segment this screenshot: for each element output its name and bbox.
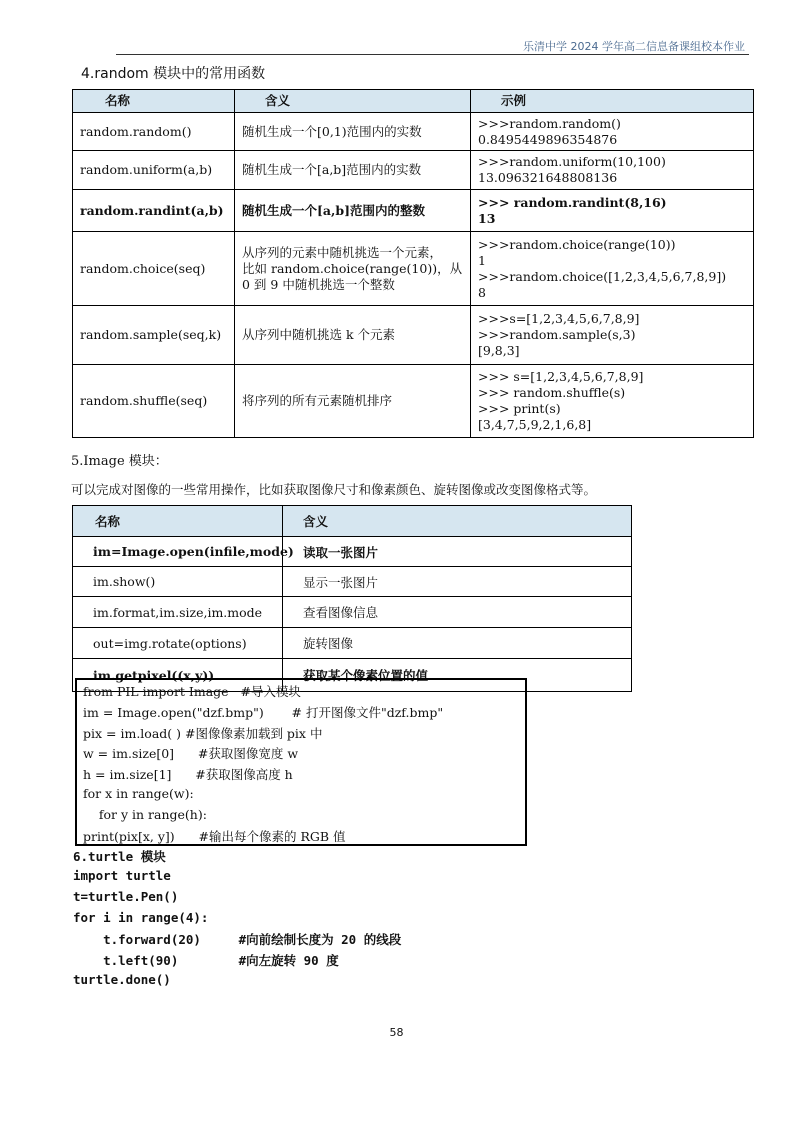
meaning-line: 从序列的元素中随机挑选一个元素， [242,244,443,260]
function-example [471,365,754,438]
example-line: >>>random.sample(s,3) [478,327,636,342]
table-row [73,628,632,659]
code-line: t.left(90) #向左旋转 90 度 [73,953,339,968]
function-meaning: 随机生成一个[a,b]范围内的整数 [235,190,471,232]
meaning-line: 比如 random.choice(range(10))，从 [242,260,463,276]
function-name: out=img.rotate(options) [73,628,283,659]
example-line: >>> random.randint(8,16) [478,194,667,210]
code-line: w = im.size[0] #获取图像宽度 w [83,746,299,761]
column-header: 名称 [73,506,283,537]
table-row [73,306,754,365]
function-meaning: 从序列中随机挑选 k 个元素 [235,306,471,365]
function-meaning: 读取一张图片 [283,537,632,567]
example-line: 8 [478,284,486,300]
code-line: for y in range(h): [83,807,207,822]
function-name: random.choice(seq) [73,232,235,306]
function-meaning [235,232,471,306]
table-row [73,567,632,597]
section5-title: 5.Image 模块： [71,454,168,469]
section6-title: 6.turtle 模块 [73,849,166,864]
function-meaning: 随机生成一个[a,b]范围内的实数 [235,151,471,190]
image-functions-table [72,505,632,692]
column-header: 含义 [283,506,632,537]
code-line: t=turtle.Pen() [73,889,179,904]
code-line: print(pix[x, y]) #输出每个像素的 RGB 值 [83,829,346,844]
column-header: 名称 [73,90,235,113]
table-header-row [73,90,754,113]
example-line: >>>random.choice(range(10)) [478,236,676,252]
code-line: im = Image.open("dzf.bmp") # 打开图像文件"dzf.bmp" [83,705,444,720]
function-name: random.sample(seq,k) [73,306,235,365]
function-example [471,151,754,190]
function-example [471,232,754,306]
header-title: 乐清中学 2024 学年高二信息备课组校本作业 [523,40,745,53]
function-meaning: 随机生成一个[0,1)范围内的实数 [235,113,471,151]
example-line: >>> s=[1,2,3,4,5,6,7,8,9] [478,369,644,384]
code-line: from PIL import Image #导入模块 [83,684,301,699]
function-name: random.shuffle(seq) [73,365,235,438]
table-row [73,597,632,628]
function-name: random.random() [73,113,235,151]
example-line: 13.096321648808136 [478,170,618,185]
column-header: 示例 [471,90,754,113]
example-line: >>>random.choice([1,2,3,4,5,6,7,8,9]) [478,268,727,284]
example-line: 0.8495449896354876 [478,131,618,147]
example-line: >>>random.uniform(10,100) [478,154,666,169]
function-name: im.format,im.size,im.mode [73,597,283,628]
code-line: turtle.done() [73,972,171,987]
example-line: 1 [478,252,486,268]
random-functions-table [72,89,754,438]
example-line: >>>random.random() [478,115,621,131]
example-line: [3,4,7,5,9,2,1,6,8] [478,417,592,432]
function-example [471,113,754,151]
page-number: 58 [389,1026,404,1039]
header-divider [116,54,749,55]
function-name: random.uniform(a,b) [73,151,235,190]
code-line: import turtle [73,868,171,883]
example-line: >>>s=[1,2,3,4,5,6,7,8,9] [478,311,640,326]
column-header: 含义 [235,90,471,113]
function-meaning: 查看图像信息 [283,597,632,628]
table-row [73,232,754,306]
table-row [73,113,754,151]
example-line: 13 [478,210,496,226]
function-name: im.show() [73,567,283,597]
function-example [471,190,754,232]
code-line: pix = im.load( ) #图像像素加载到 pix 中 [83,726,323,741]
table-row [73,537,632,567]
function-name: im.getpixel((x,y)) [73,659,283,692]
function-meaning: 获取某个像素位置的值 [283,659,632,692]
function-meaning: 显示一张图片 [283,567,632,597]
table-row [73,365,754,438]
meaning-line: 0 到 9 中随机挑选一个整数 [242,276,395,292]
pil-code-box [75,678,527,846]
function-example [471,306,754,365]
example-line: >>> print(s) [478,401,561,416]
section4-title: 4.random 模块中的常用函数 [81,66,266,82]
example-line: [9,8,3] [478,343,520,358]
function-meaning: 将序列的所有元素随机排序 [235,365,471,438]
code-line: for i in range(4): [73,910,209,925]
code-line: h = im.size[1] #获取图像高度 h [83,767,293,782]
code-line: t.forward(20) #向前绘制长度为 20 的线段 [73,932,402,947]
section5-intro: 可以完成对图像的一些常用操作，比如获取图像尺寸和像素颜色、旋转图像或改变图像格式等。 [71,482,597,497]
table-row [73,190,754,232]
function-meaning: 旋转图像 [283,628,632,659]
page-header [0,0,793,56]
table-header-row [73,506,632,537]
example-line: >>> random.shuffle(s) [478,385,626,400]
code-line: for x in range(w): [83,786,194,801]
function-name: random.randint(a,b) [73,190,235,232]
table-row [73,151,754,190]
function-name: im=Image.open(infile,mode) [73,537,283,567]
